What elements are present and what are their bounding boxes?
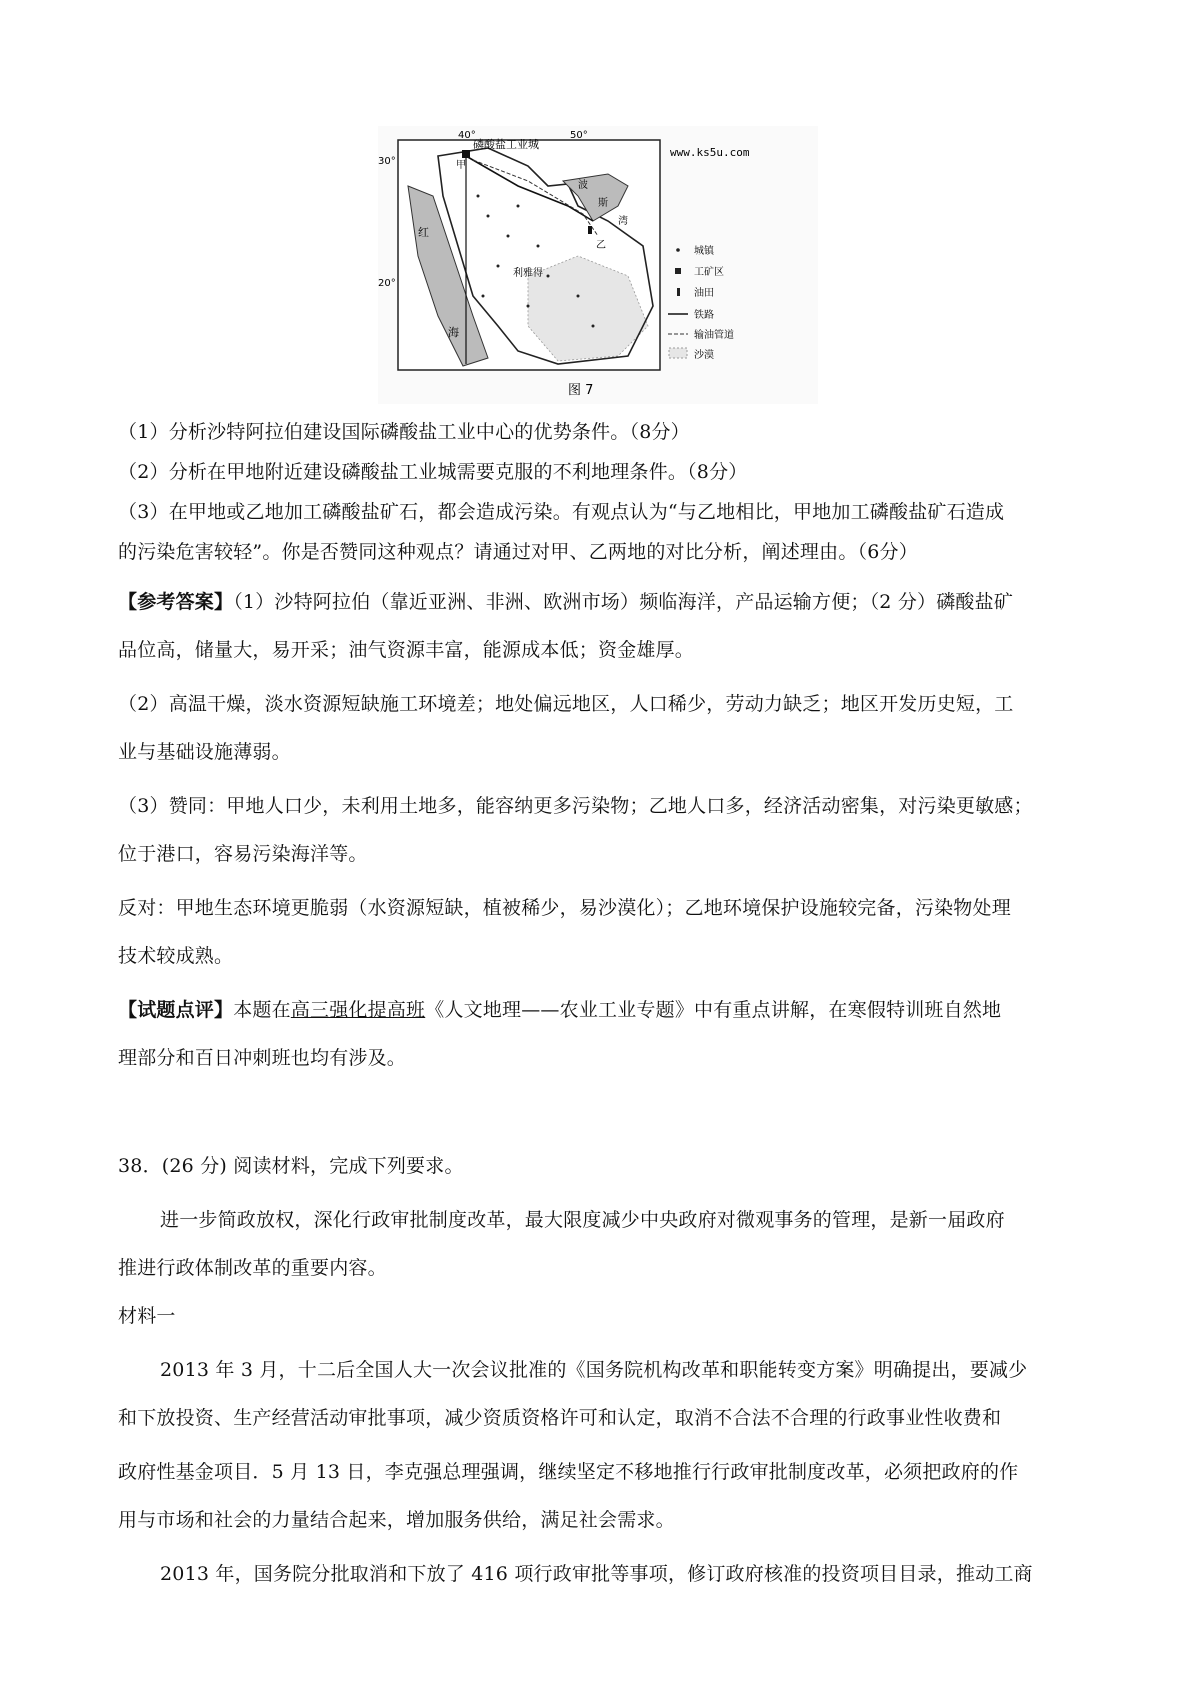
answer-1-text: （1）沙特阿拉伯（靠近亚洲、非洲、欧洲市场）频临海洋，产品运输方便；（2 分）磷酸盐矿 <box>233 591 1014 613</box>
material-1-line-2: 和下放投资、生产经营活动审批事项，减少资质资格许可和认定，取消不合法不合理的行政事业性收费和 <box>118 1407 1002 1429</box>
sea-label: 海 <box>448 326 459 339</box>
q38-intro-line-1: 进一步简政放权，深化行政审批制度改革，最大限度减少中央政府对微观事务的管理，是新一届政府 <box>160 1209 1005 1231</box>
review-post: 《人文地理——农业工业专题》中有重点讲解，在寒假特训班自然地 <box>425 999 1002 1021</box>
map-figure <box>378 126 818 404</box>
legend-oilfield: 油田 <box>694 288 714 299</box>
latitude-20-label: 20° <box>378 278 396 289</box>
material-1-label: 材料一 <box>118 1305 176 1327</box>
yi-label: 乙 <box>596 240 606 251</box>
review-heading: 【试题点评】 <box>118 999 234 1021</box>
arabia-map <box>378 126 818 404</box>
answer-2-line-1: （2）高温干燥，淡水资源短缺施工环境差；地处偏远地区，人口稀少，劳动力缺乏；地区开发历史短，工 <box>118 693 1014 715</box>
jia-label: 甲 <box>456 160 466 171</box>
longitude-40-label: 40° <box>458 130 476 141</box>
legend-mine: 工矿区 <box>694 267 724 278</box>
question-3-line-2: 的污染危害较轻”。你是否赞同这种观点？请通过对甲、乙两地的对比分析，阐述理由。（6分） <box>118 541 918 563</box>
legend-town: 城镇 <box>694 246 714 257</box>
question-2: （2）分析在甲地附近建设磷酸盐工业城需要克服的不利地理条件。（8分） <box>118 461 748 483</box>
gulf-label-2: 斯 <box>598 198 608 209</box>
review-course-link[interactable]: 高三强化提高班 <box>290 999 426 1021</box>
answer-2-line-2: 业与基础设施薄弱。 <box>118 741 291 763</box>
figure-caption: 图 7 <box>568 383 594 398</box>
oppose-line-1: 反对：甲地生态环境更脆弱（水资源短缺，植被稀少，易沙漠化）；乙地环境保护设施较完备，污染物处理 <box>118 897 1011 919</box>
answer-heading: 【参考答案】 <box>118 591 234 613</box>
oppose-line-2: 技术较成熟。 <box>118 945 234 967</box>
longitude-50-label: 50° <box>570 130 588 141</box>
question-3-line-1: （3）在甲地或乙地加工磷酸盐矿石，都会造成污染。有观点认为“与乙地相比，甲地加工磷酸盐矿石造成 <box>118 501 1005 523</box>
answer-3-line-2: 位于港口，容易污染海洋等。 <box>118 843 368 865</box>
answer-3-line-1: （3）赞同：甲地人口少，未利用土地多，能容纳更多污染物；乙地人口多，经济活动密集，对污染更敏感； <box>118 795 1033 817</box>
review-line-2: 理部分和百日冲刺班也均有涉及。 <box>118 1047 407 1069</box>
legend-railway: 铁路 <box>694 310 714 321</box>
material-1-line-1: 2013 年 3 月，十二后全国人大一次会议批准的《国务院机构改革和职能转变方案》明确提出，要减少 <box>160 1359 1028 1381</box>
material-1-line-3: 政府性基金项目．5 月 13 日，李克强总理强调，继续坚定不移地推行行政审批制度改革，必须把政府的作 <box>118 1461 1019 1483</box>
material-2-line-1: 2013 年，国务院分批取消和下放了 416 项行政审批等事项，修订政府核准的投资项目目录，推动工商 <box>160 1563 1033 1585</box>
latitude-30-label: 30° <box>378 156 396 167</box>
answer-1-line-1 <box>118 588 1098 616</box>
answer-1-line-2: 品位高，储量大，易开采；油气资源丰富，能源成本低；资金雄厚。 <box>118 639 695 661</box>
red-sea-label: 红 <box>418 226 429 239</box>
q38-intro-line-2: 推进行政体制改革的重要内容。 <box>118 1257 387 1279</box>
watermark-text: www.ks5u.com <box>670 146 750 159</box>
gulf-label-1: 波 <box>578 180 588 191</box>
material-1-line-4: 用与市场和社会的力量结合起来，增加服务供给，满足社会需求。 <box>118 1509 675 1531</box>
legend-desert: 沙漠 <box>694 350 714 361</box>
review-pre: 本题在 <box>233 999 291 1021</box>
riyadh-label: 利雅得 <box>513 268 543 279</box>
legend-pipeline: 输油管道 <box>694 330 734 341</box>
city-label: 磷酸盐工业城 <box>473 138 539 151</box>
question-1: （1）分析沙特阿拉伯建设国际磷酸盐工业中心的优势条件。（8分） <box>118 421 690 443</box>
q38-title: 38．(26 分) 阅读材料，完成下列要求。 <box>118 1155 464 1177</box>
review-line-1 <box>118 996 1098 1024</box>
gulf-label-3: 湾 <box>618 216 628 227</box>
